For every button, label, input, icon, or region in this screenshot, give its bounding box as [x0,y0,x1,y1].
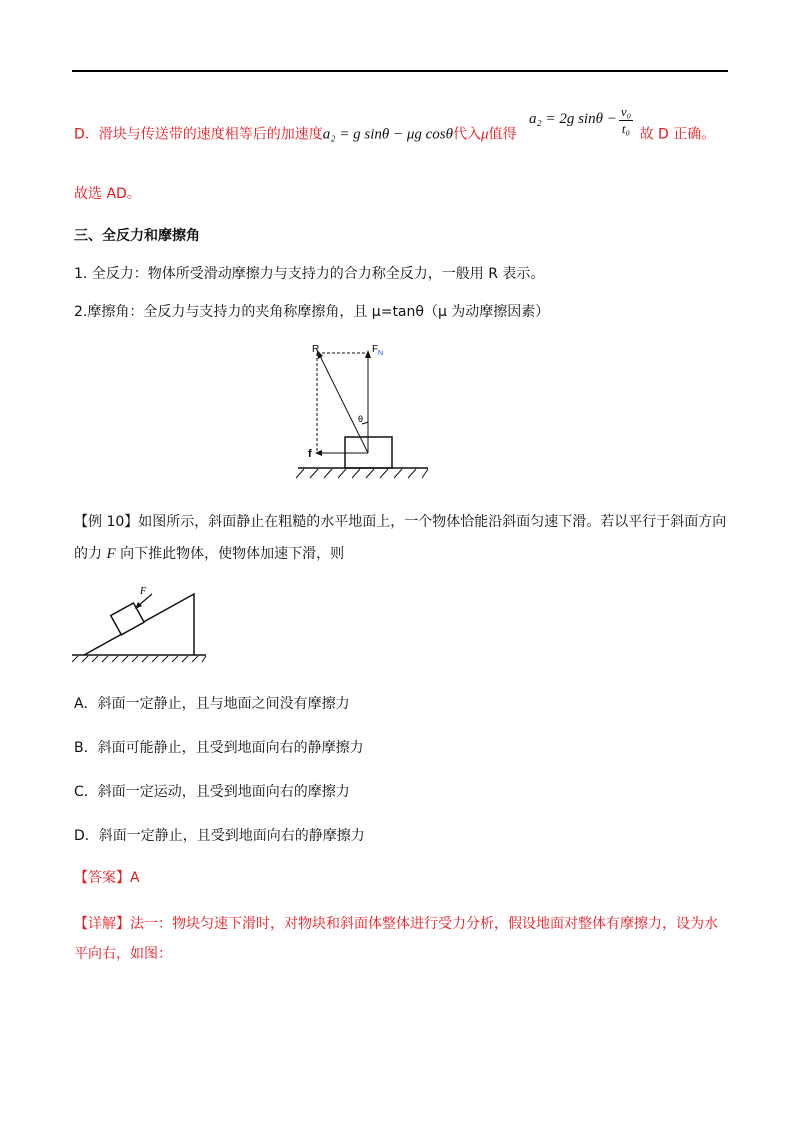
fraction [619,104,633,137]
option-a: A．斜面一定静止，且与地面之间没有摩擦力 [74,696,350,712]
ground-hatching [296,469,428,478]
answer-label: 【答案】 [74,870,130,886]
formula-rhs: a₂ = 2g sinθ − [529,110,617,127]
label-theta: θ [358,414,364,424]
label-F: F [372,344,379,355]
example-text-a: 的力 [74,546,102,562]
force-symbol: F [106,546,116,562]
incline-figure [70,584,210,664]
label-N: N [378,350,384,357]
normal-force-arrowhead [365,350,371,358]
fraction-numerator: v₀ [620,104,632,119]
detail-line-2: 平向右，如图： [74,946,172,962]
answer-value: A [130,870,140,886]
middle-text-2: 值得 [488,126,517,143]
option-d-explanation [74,104,716,151]
example-text-b: 向下推此物体，使物体加速下滑，则 [120,546,345,562]
middle-text: 代入 [453,126,482,143]
example-line-2 [74,544,344,564]
definition-2: 2.摩擦角：全反力与支持力的夹角称摩擦角，且 μ=tanθ（μ 为动摩擦因素） [74,304,550,320]
label-F-incline: F [140,586,147,597]
definition-1: 1. 全反力：物体所受滑动摩擦力与支持力的合力称全反力，一般用 R 表示。 [74,266,545,282]
conclusion: 故选 AD。 [74,186,141,202]
mu-symbol: μ [481,126,489,143]
formula-a2: a₂ = g sinθ − μg cosθ [322,126,454,143]
option-d: D．斜面一定静止，且受到地面向右的静摩擦力 [74,828,365,844]
option-c: C．斜面一定运动，且受到地面向右的摩擦力 [74,784,350,800]
resultant-force-arrow [320,356,368,453]
answer [74,868,140,888]
example-line-1: 【例 10】如图所示，斜面静止在粗糙的水平地面上，一个物体恰能沿斜面匀速下滑。若以平行于斜面方向 [74,514,727,530]
header-rule [72,70,728,72]
fraction-denominator: t₀ [621,121,631,136]
label-R: R [312,344,320,355]
friction-angle-figure [290,338,440,488]
option-d-prefix: D．滑块与传送带的速度相等后的加速度 [74,126,323,143]
label-f: f [308,448,312,460]
sliding-block [111,603,144,635]
floor-hatching [72,656,206,662]
option-d-suffix: 故 D 正确。 [639,126,716,143]
section-title: 三、全反力和摩擦角 [74,228,200,244]
friction-arrowhead [315,450,322,456]
detail-line-1: 【详解】法一：物块匀速下滑时，对物块和斜面体整体进行受力分析，假设地面对整体有摩擦力，设为水 [74,916,718,932]
option-b: B．斜面可能静止，且受到地面向右的静摩擦力 [74,740,364,756]
